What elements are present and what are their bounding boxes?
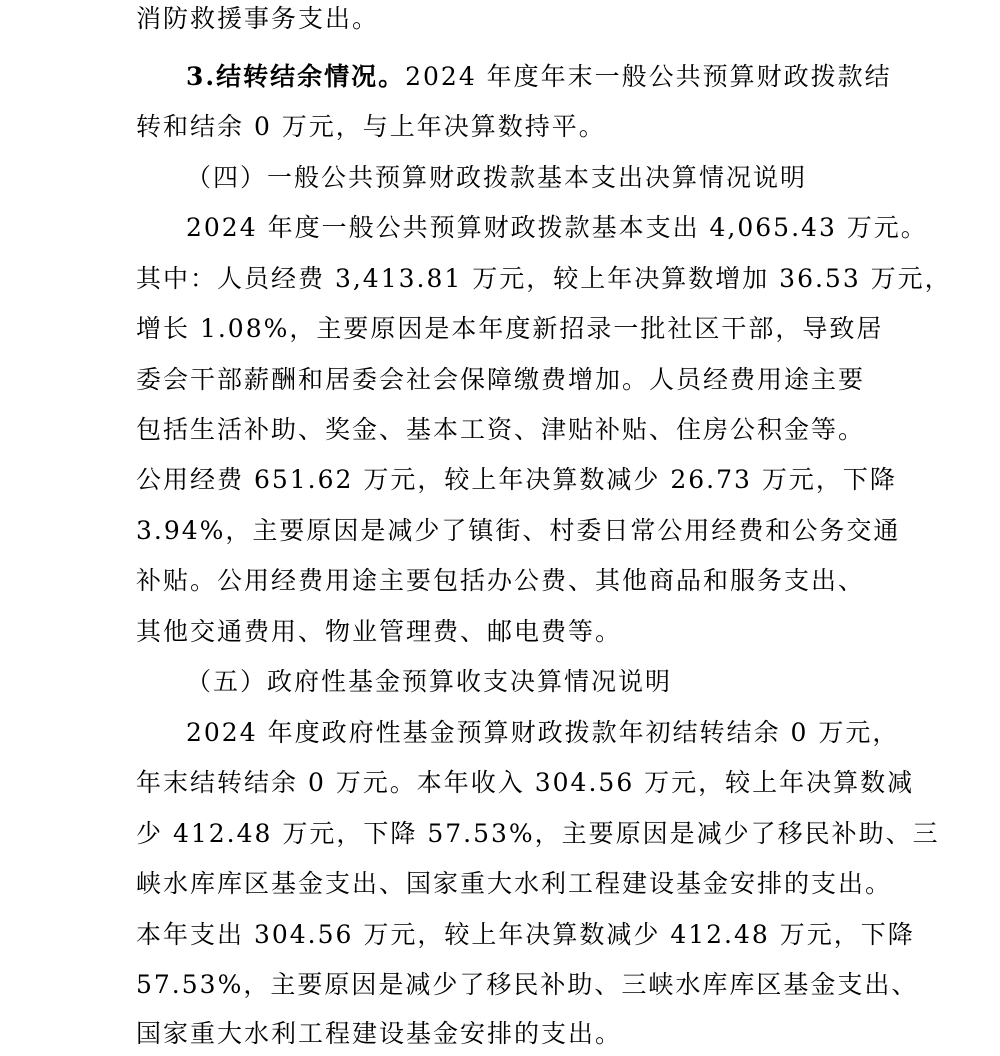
paragraph-line: 少 412.48 万元，下降 57.53%，主要原因是减少了移民补助、三 — [136, 819, 940, 848]
paragraph-line: 其中：人员经费 3,413.81 万元，较上年决算数增加 36.53 万元， — [136, 264, 952, 293]
paragraph-line: 2024 年度政府性基金预算财政拨款年初结转结余 0 万元， — [186, 718, 900, 747]
paragraph-line: 转和结余 0 万元，与上年决算数持平。 — [136, 112, 606, 141]
paragraph-line: 其他交通费用、物业管理费、邮电费等。 — [136, 617, 623, 646]
paragraph-line: 补贴。公用经费用途主要包括办公费、其他商品和服务支出、 — [136, 566, 866, 595]
paragraph-line: 公用经费 651.62 万元，较上年决算数减少 26.73 万元，下降 — [136, 465, 897, 494]
paragraph-line: 包括生活补助、奖金、基本工资、津贴补贴、住房公积金等。 — [136, 415, 866, 444]
paragraph-line: 峡水库库区基金支出、国家重大水利工程建设基金安排的支出。 — [136, 869, 893, 898]
paragraph-line: 2024 年度一般公共预算财政拨款基本支出 4,065.43 万元。 — [186, 213, 928, 242]
paragraph-line: 国家重大水利工程建设基金安排的支出。 — [136, 1019, 623, 1048]
paragraph-line: 3.94%，主要原因是减少了镇街、村委日常公用经费和公务交通 — [136, 516, 901, 545]
paragraph-line: 委会干部薪酬和居委会社会保障缴费增加。人员经费用途主要 — [136, 365, 866, 394]
section-heading: （四）一般公共预算财政拨款基本支出决算情况说明 — [186, 163, 808, 192]
paragraph-line: 消防救援事务支出。 — [136, 4, 380, 33]
paragraph-line: 57.53%，主要原因是减少了移民补助、三峡水库库区基金支出、 — [136, 970, 919, 999]
item-heading: 3.结转结余情况。 — [186, 62, 406, 91]
item-text: 2024 年度年末一般公共预算财政拨款结 — [405, 62, 892, 91]
paragraph-line: 年末结转结余 0 万元。本年收入 304.56 万元，较上年决算数减 — [136, 768, 915, 797]
section-item — [186, 60, 892, 94]
paragraph-line: 增长 1.08%，主要原因是本年度新招录一批社区干部，导致居 — [136, 314, 884, 343]
section-heading: （五）政府性基金预算收支决算情况说明 — [186, 667, 673, 696]
paragraph-line: 本年支出 304.56 万元，较上年决算数减少 412.48 万元，下降 — [136, 920, 915, 949]
